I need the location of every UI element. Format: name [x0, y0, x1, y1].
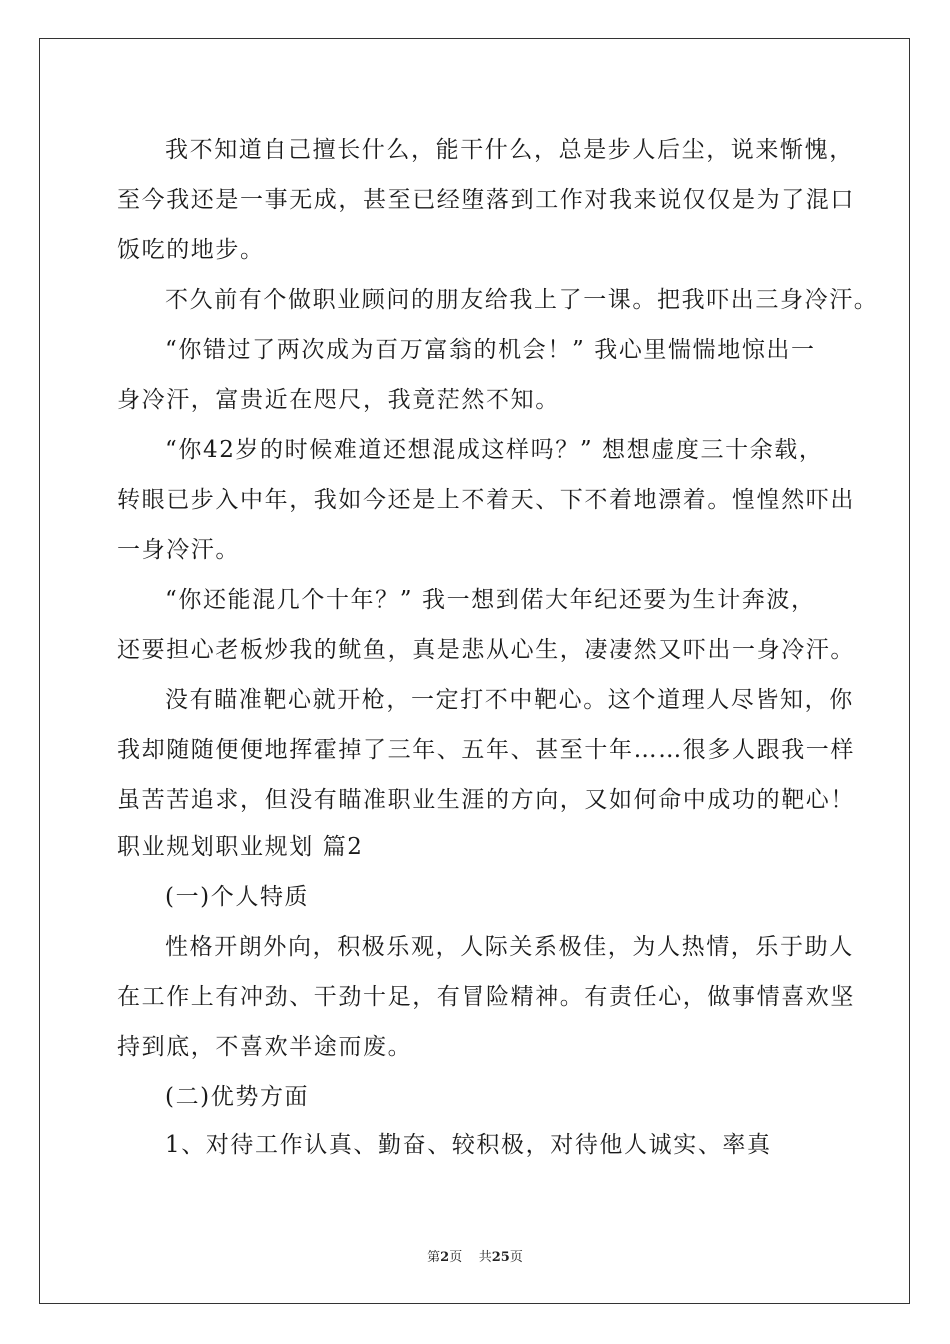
subsection-heading: (一)个人特质: [165, 884, 310, 910]
text-line: 没有瞄准靶心就开枪，一定打不中靶心。这个道理人尽皆知，你: [165, 687, 854, 713]
footer-page-number: 2: [440, 1250, 450, 1265]
text-line: 持到底，不喜欢半途而废。: [117, 1034, 413, 1060]
text-line: 我不知道自己擅长什么，能干什么，总是步人后尘，说来惭愧，: [165, 137, 854, 163]
text-line: 性格开朗外向，积极乐观，人际关系极佳，为人热情，乐于助人: [165, 934, 854, 960]
text-line: 饭吃的地步。: [117, 237, 265, 263]
text-line: 一身冷汗。: [117, 537, 240, 563]
footer-page-prefix: 第: [427, 1250, 441, 1265]
section-heading: 职业规划职业规划 篇2: [117, 834, 364, 860]
text-line: 身冷汗，富贵近在咫尺，我竟茫然不知。: [117, 387, 560, 413]
text-line: “你错过了两次成为百万富翁的机会！” 我心里惴惴地惊出一: [165, 337, 816, 363]
text-line: “你42岁的时候难道还想混成这样吗？” 想想虚度三十余载，: [165, 437, 824, 463]
text-line: 不久前有个做职业顾问的朋友给我上了一课。把我吓出三身冷汗。: [165, 287, 879, 313]
footer-page-unit: 页: [449, 1250, 463, 1265]
text-line: 转眼已步入中年，我如今还是上不着天、下不着地漂着。惶惶然吓出: [117, 487, 855, 513]
footer-total-unit: 页: [509, 1250, 523, 1265]
text-line: 虽苦苦追求，但没有瞄准职业生涯的方向，又如何命中成功的靶心！: [117, 787, 855, 813]
text-line: 1、对待工作认真、勤奋、较积极，对待他人诚实、率真: [165, 1132, 772, 1158]
page-footer: [0, 1246, 950, 1265]
footer-total-pages: 25: [491, 1250, 510, 1265]
text-line: 我却随随便便地挥霍掉了三年、五年、甚至十年……很多人跟我一样: [117, 737, 855, 763]
subsection-heading: (二)优势方面: [165, 1084, 310, 1110]
text-line: 还要担心老板炒我的鱿鱼，真是悲从心生，凄凄然又吓出一身冷汗。: [117, 637, 855, 663]
text-line: 至今我还是一事无成，甚至已经堕落到工作对我来说仅仅是为了混口: [117, 187, 855, 213]
page-border: [39, 38, 910, 1304]
footer-total-prefix: 共: [478, 1250, 492, 1265]
text-line: 在工作上有冲劲、干劲十足，有冒险精神。有责任心，做事情喜欢坚: [117, 984, 855, 1010]
text-line: “你还能混几个十年？” 我一想到偌大年纪还要为生计奔波，: [165, 587, 816, 613]
